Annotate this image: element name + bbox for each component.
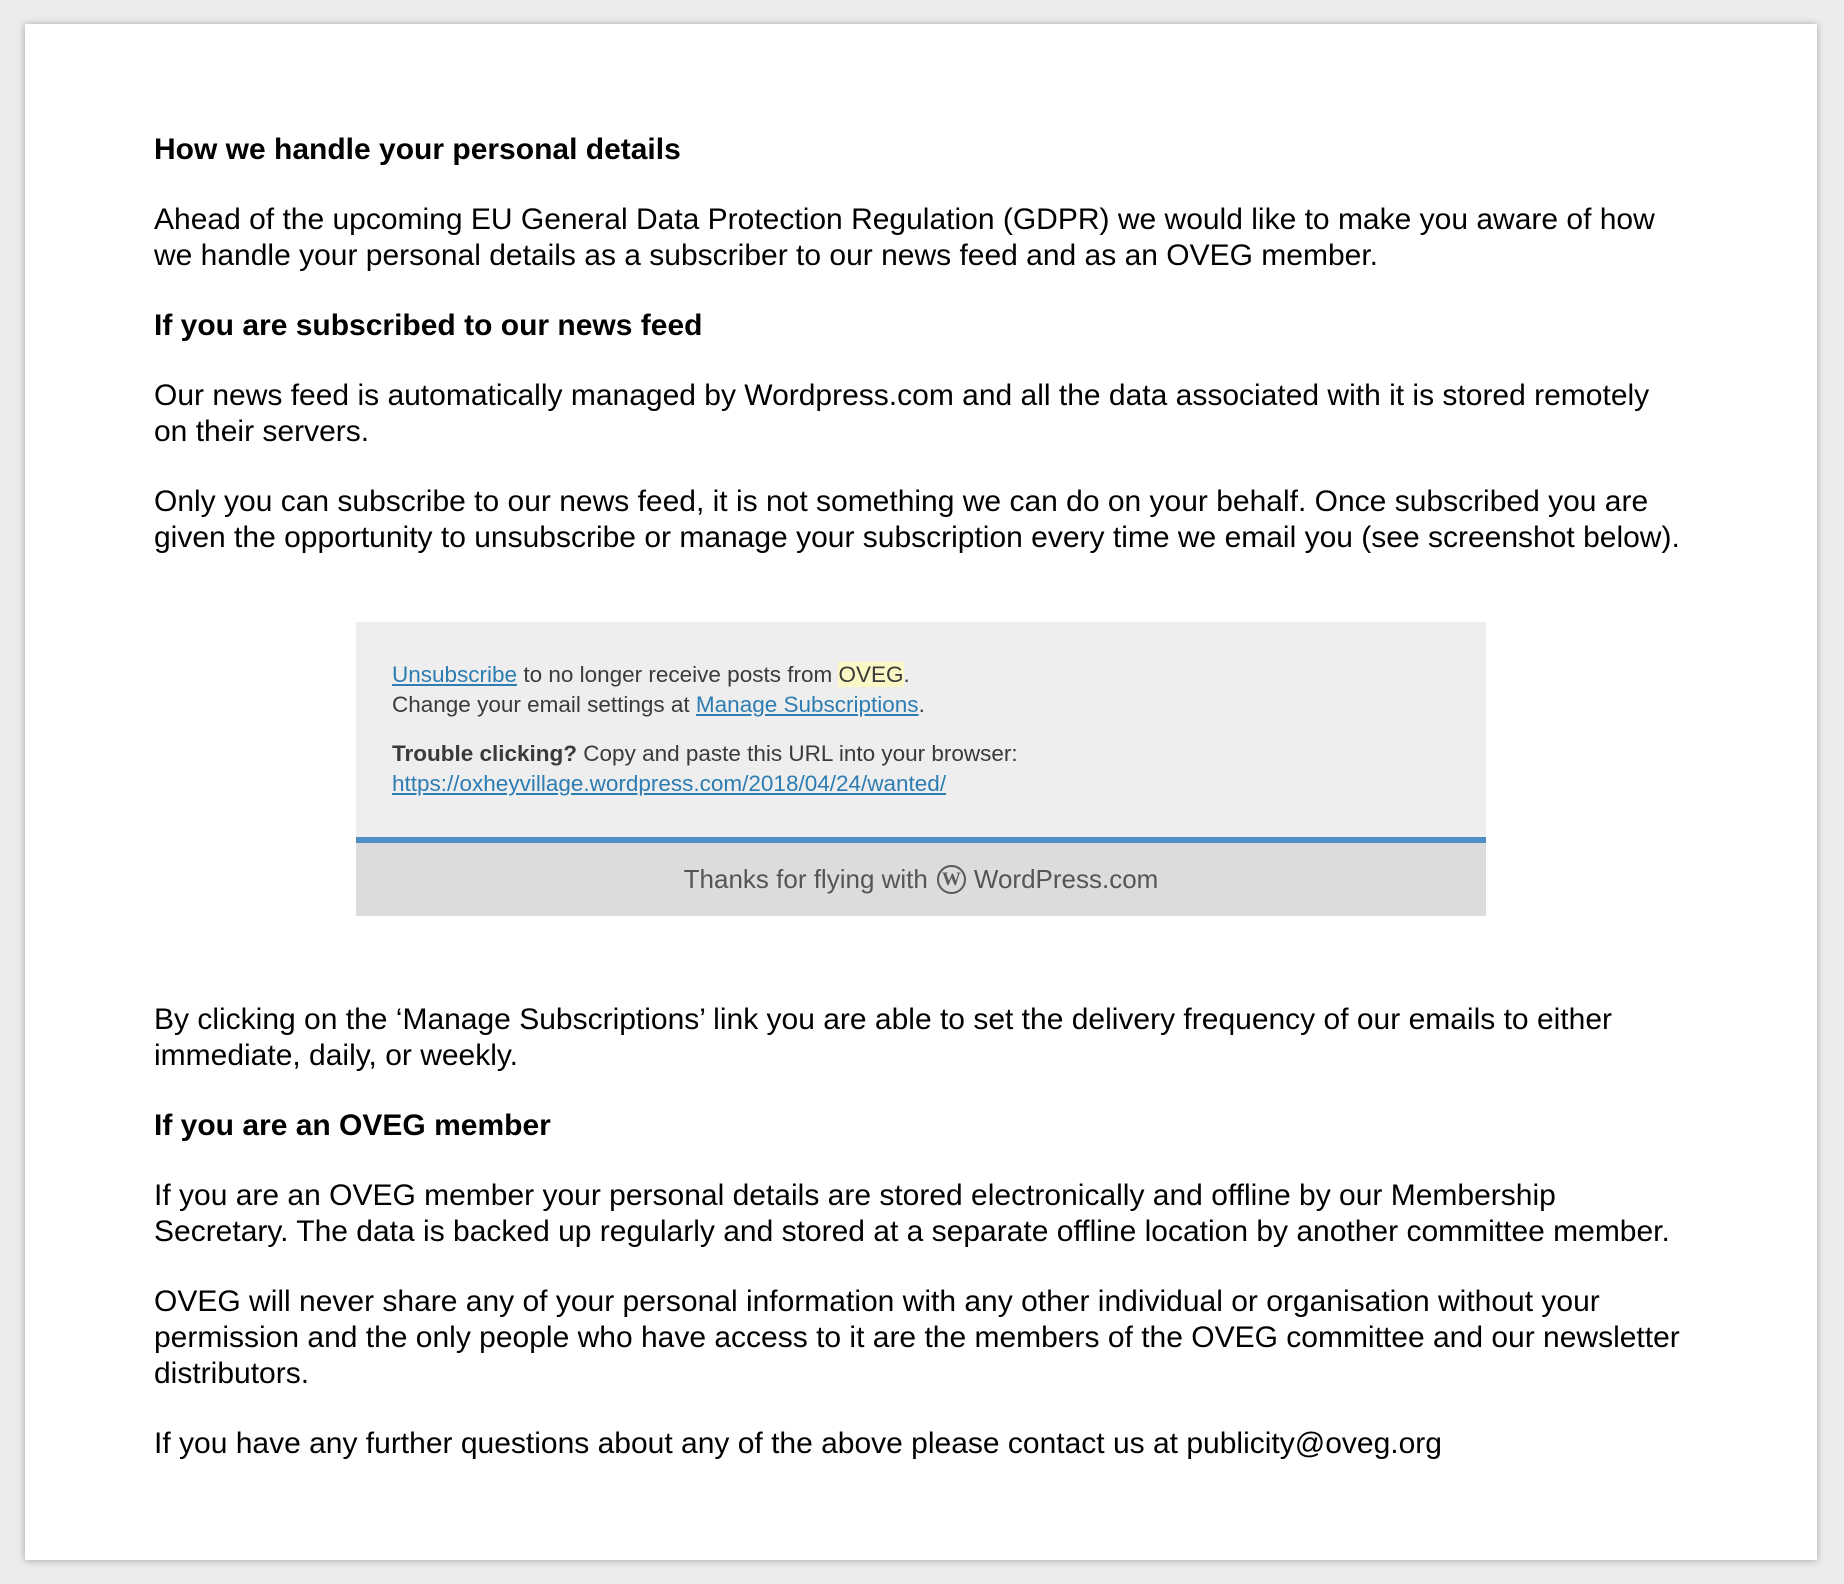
post-url-link[interactable]: https://oxheyvillage.wordpress.com/2018/04/24/wanted/ bbox=[392, 771, 947, 796]
newsfeed-p2-line-2: given the opportunity to unsubscribe or manage your subscription every time we email you (see screenshot below). bbox=[154, 521, 1680, 554]
wordpress-icon: W bbox=[937, 865, 966, 894]
wordpress-footer bbox=[356, 843, 1486, 916]
unsubscribe-period: . bbox=[903, 662, 910, 687]
member-p2-line-2: permission and the only people who have access to it are the members of the OVEG committee and our newsletter bbox=[154, 1321, 1680, 1354]
member-p1-line-2: Secretary. The data is backed up regularly and stored at a separate offline location by another committee member. bbox=[154, 1215, 1670, 1248]
manage-p-line-1: By clicking on the ‘Manage Subscriptions’ link you are able to set the delivery frequency of our emails to either bbox=[154, 1003, 1612, 1036]
newsfeed-paragraph-2 bbox=[154, 484, 1714, 556]
heading-oveg-member: If you are an OVEG member bbox=[154, 1109, 551, 1142]
unsubscribe-row bbox=[392, 660, 1018, 690]
trouble-clicking-label: Trouble clicking? bbox=[392, 741, 578, 766]
member-p1-line-1: If you are an OVEG member your personal details are stored electronically and offline by our Membership bbox=[154, 1179, 1556, 1212]
intro-paragraph bbox=[154, 202, 1714, 274]
trouble-clicking-text: Copy and paste this URL into your browser: bbox=[577, 741, 1018, 766]
intro-line-1: Ahead of the upcoming EU General Data Protection Regulation (GDPR) we would like to make you aware of how bbox=[154, 203, 1655, 236]
footer-prefix-text: Thanks for flying with bbox=[683, 864, 928, 894]
contact-email-link[interactable]: publicity@oveg.org bbox=[1186, 1427, 1442, 1460]
newsfeed-p1-line-1: Our news feed is automatically managed by Wordpress.com and all the data associated with it is stored remotely bbox=[154, 379, 1650, 412]
contact-prefix-text: If you have any further questions about any of the above please contact us at bbox=[154, 1427, 1187, 1460]
newsfeed-p1-line-2: on their servers. bbox=[154, 415, 370, 448]
intro-line-2: we handle your personal details as a subscriber to our news feed and as an OVEG member. bbox=[154, 239, 1379, 272]
member-paragraph-2 bbox=[154, 1284, 1714, 1392]
member-paragraph-1 bbox=[154, 1178, 1714, 1250]
trouble-clicking-row bbox=[392, 739, 1018, 769]
url-row bbox=[392, 769, 1018, 799]
heading-personal-details: How we handle your personal details bbox=[154, 133, 681, 166]
manage-subscriptions-link[interactable]: Manage Subscriptions bbox=[695, 692, 919, 717]
unsubscribe-text: to no longer receive posts from bbox=[517, 662, 839, 687]
footer-brand-text: WordPress.com bbox=[973, 864, 1159, 894]
document-page bbox=[25, 24, 1817, 1560]
email-footer-screenshot bbox=[356, 622, 1486, 916]
email-footer-text bbox=[392, 660, 1018, 799]
member-p2-line-3: distributors. bbox=[154, 1357, 310, 1390]
contact-paragraph bbox=[154, 1426, 1714, 1462]
member-p2-line-1: OVEG will never share any of your personal information with any other individual or organisation without your bbox=[154, 1285, 1600, 1318]
manage-subscriptions-paragraph bbox=[154, 1002, 1714, 1074]
change-settings-text: Change your email settings at bbox=[392, 692, 696, 717]
change-settings-period: . bbox=[918, 692, 925, 717]
site-name-highlight: OVEG bbox=[838, 662, 904, 687]
unsubscribe-link[interactable]: Unsubscribe bbox=[392, 662, 518, 687]
manage-p-line-2: immediate, daily, or weekly. bbox=[154, 1039, 519, 1072]
newsfeed-paragraph-1 bbox=[154, 378, 1714, 450]
document-content bbox=[154, 132, 1714, 1462]
change-settings-row bbox=[392, 690, 1018, 720]
heading-news-feed: If you are subscribed to our news feed bbox=[154, 309, 703, 342]
newsfeed-p2-line-1: Only you can subscribe to our news feed, it is not something we can do on your behalf. Once subscribed you are bbox=[154, 485, 1649, 518]
